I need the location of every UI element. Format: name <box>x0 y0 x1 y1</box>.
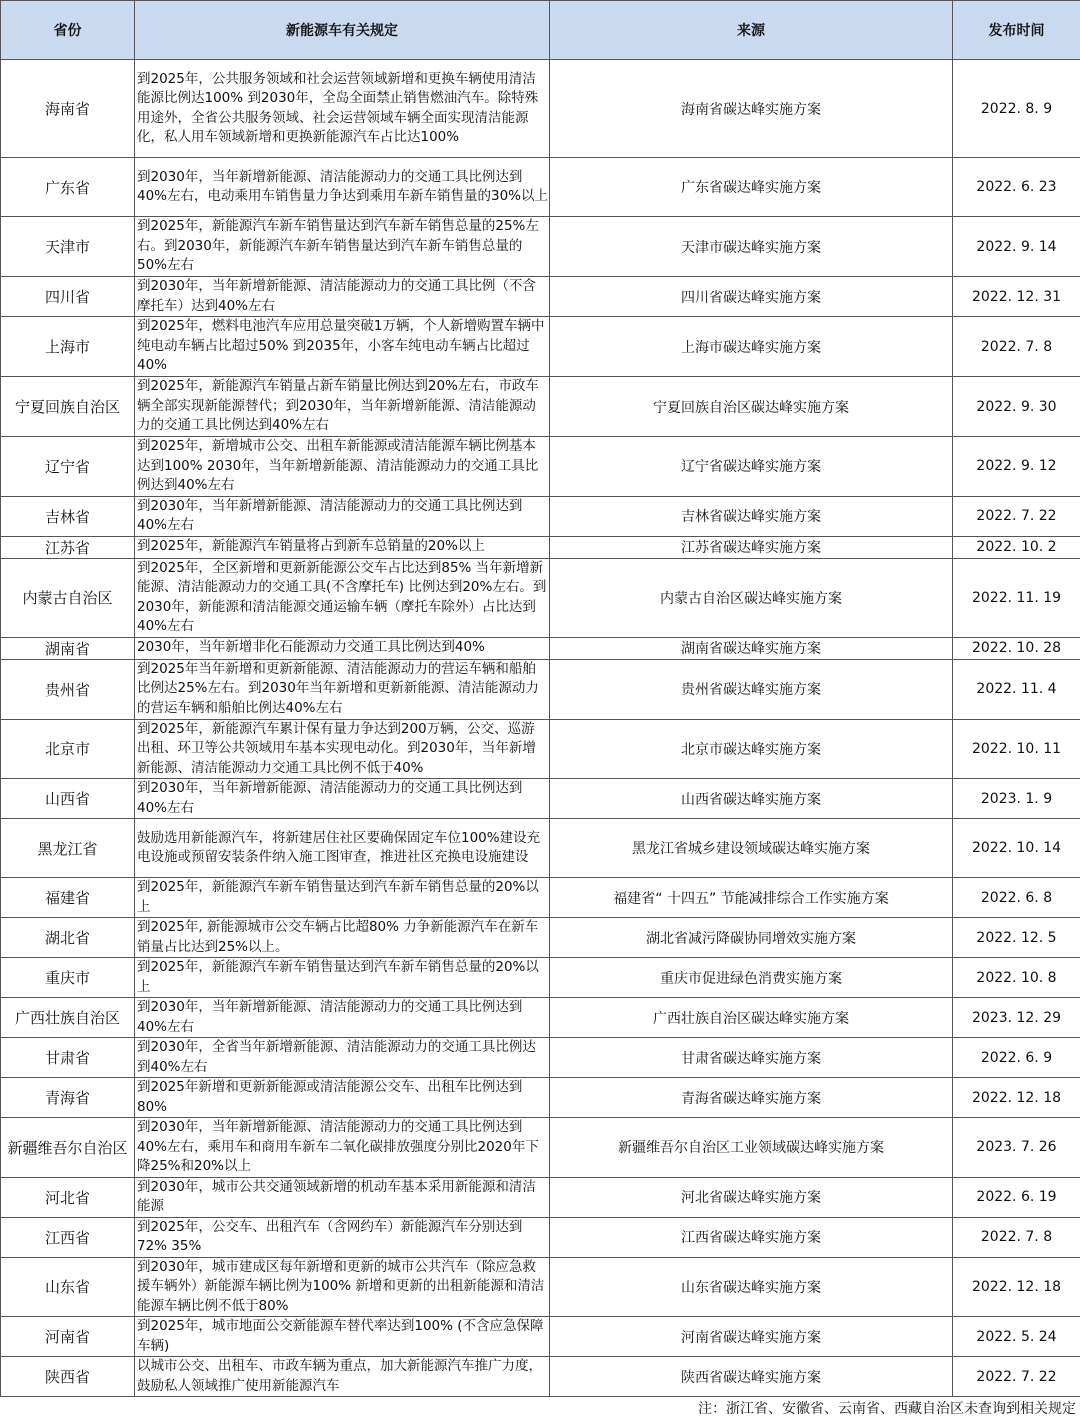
table-row <box>1 496 1080 536</box>
table-row <box>1 637 1080 659</box>
table-row <box>1 317 1080 377</box>
date-cell: 2022. 5. 24 <box>953 1317 1080 1357</box>
province-cell: 重庆市 <box>1 958 135 998</box>
source-cell: 河北省碳达峰实施方案 <box>550 1177 953 1217</box>
table-row <box>1 1038 1080 1078</box>
date-cell: 2022. 12. 18 <box>953 1257 1080 1317</box>
table-row <box>1 60 1080 158</box>
source-cell: 福建省“ 十四五” 节能减排综合工作实施方案 <box>550 878 953 918</box>
rule-cell: 到2030年，全省当年新增新能源、清洁能源动力的交通工具比例达到40%左右 <box>135 1038 550 1078</box>
province-cell: 黑龙江省 <box>1 819 135 878</box>
province-cell: 山东省 <box>1 1257 135 1317</box>
source-cell: 海南省碳达峰实施方案 <box>550 60 953 158</box>
table-row <box>1 437 1080 497</box>
rule-cell: 到2025年，新能源汽车新车销售量达到汽车新车销售总量的20%以上 <box>135 958 550 998</box>
table-row <box>1 779 1080 819</box>
rule-cell: 到2030年，城市公共交通领域新增的机动车基本采用新能源和清洁能源 <box>135 1177 550 1217</box>
province-cell: 宁夏回族自治区 <box>1 377 135 437</box>
header-province: 省份 <box>1 1 135 60</box>
rule-cell: 到2030年，当年新增新能源、清洁能源动力的交通工具比例达到40%左右，乘用车和商用车新车二氧化碳排放强度分别比2020年下降25%和20%以上 <box>135 1118 550 1178</box>
source-cell: 辽宁省碳达峰实施方案 <box>550 437 953 497</box>
province-cell: 天津市 <box>1 217 135 277</box>
date-cell: 2022. 10. 11 <box>953 719 1080 779</box>
source-cell: 江苏省碳达峰实施方案 <box>550 536 953 558</box>
rule-cell: 以城市公交、出租车、市政车辆为重点，加大新能源汽车推广力度，鼓励私人领域推广使用新能源汽车 <box>135 1357 550 1397</box>
province-cell: 广西壮族自治区 <box>1 998 135 1038</box>
header-source: 来源 <box>550 1 953 60</box>
table-row <box>1 277 1080 317</box>
province-cell: 湖北省 <box>1 918 135 958</box>
rule-cell: 到2025年，公交车、出租汽车（含网约车）新能源汽车分别达到72% 35% <box>135 1217 550 1257</box>
date-cell: 2022. 7. 22 <box>953 496 1080 536</box>
date-cell: 2022. 6. 19 <box>953 1177 1080 1217</box>
date-cell: 2022. 12. 31 <box>953 277 1080 317</box>
rule-cell: 到2025年，新增城市公交、出租车新能源或清洁能源车辆比例基本达到100% 2030年，当年新增新能源、清洁能源动力的交通工具比例达到40%左右 <box>135 437 550 497</box>
province-cell: 福建省 <box>1 878 135 918</box>
date-cell: 2022. 7. 22 <box>953 1357 1080 1397</box>
date-cell: 2022. 9. 30 <box>953 377 1080 437</box>
date-cell: 2023. 7. 26 <box>953 1118 1080 1178</box>
date-cell: 2022. 10. 8 <box>953 958 1080 998</box>
table-row <box>1 1217 1080 1257</box>
province-cell: 山西省 <box>1 779 135 819</box>
rule-cell: 到2025年，新能源汽车新车销售量达到汽车新车销售总量的20%以上 <box>135 878 550 918</box>
rule-cell: 鼓励选用新能源汽车，将新建居住社区要确保固定车位100%建设充电设施或预留安装条件纳入施工图审查，推进社区充换电设施建设 <box>135 819 550 878</box>
rule-cell: 到2025年，新能源汽车累计保有量力争达到200万辆，公交、巡游出租、环卫等公共领域用车基本实现电动化。到2030年，当年新增新能源、清洁能源动力交通工具比例不低于40% <box>135 719 550 779</box>
rule-cell: 到2025年，全区新增和更新新能源公交车占比达到85% 当年新增新能源、清洁能源动力的交通工具(不含摩托车) 比例达到20%左右。到2030年，新能源和清洁能源交通运输车辆（摩托车除外）占比达到40%左右 <box>135 558 550 637</box>
rule-cell: 到2025年，新能源汽车新车销售量达到汽车新车销售总量的25%左右。到2030年，新能源汽车新车销售量达到汽车新车销售总量的50%左右 <box>135 217 550 277</box>
source-cell: 北京市碳达峰实施方案 <box>550 719 953 779</box>
table-row <box>1 918 1080 958</box>
table-row <box>1 1118 1080 1178</box>
source-cell: 湖南省碳达峰实施方案 <box>550 637 953 659</box>
rule-cell: 到2025年，城市地面公交新能源车替代率达到100% (不含应急保障车辆) <box>135 1317 550 1357</box>
date-cell: 2022. 10. 14 <box>953 819 1080 878</box>
rule-cell: 到2025年，燃料电池汽车应用总量突破1万辆，个人新增购置车辆中纯电动车辆占比超过50% 到2035年，小客车纯电动车辆占比超过40% <box>135 317 550 377</box>
province-cell: 海南省 <box>1 60 135 158</box>
footnote: 注：浙江省、安徽省、云南省、西藏自治区未查询到相关规定 <box>698 1401 1076 1417</box>
date-cell: 2022. 11. 19 <box>953 558 1080 637</box>
table-row <box>1 377 1080 437</box>
province-cell: 四川省 <box>1 277 135 317</box>
source-cell: 甘肃省碳达峰实施方案 <box>550 1038 953 1078</box>
source-cell: 黑龙江省城乡建设领域碳达峰实施方案 <box>550 819 953 878</box>
province-cell: 辽宁省 <box>1 437 135 497</box>
source-cell: 吉林省碳达峰实施方案 <box>550 496 953 536</box>
province-cell: 吉林省 <box>1 496 135 536</box>
table-row <box>1 878 1080 918</box>
date-cell: 2023. 1. 9 <box>953 779 1080 819</box>
source-cell: 青海省碳达峰实施方案 <box>550 1078 953 1118</box>
date-cell: 2022. 12. 5 <box>953 918 1080 958</box>
province-cell: 上海市 <box>1 317 135 377</box>
rule-cell: 到2030年，当年新增新能源、清洁能源动力的交通工具比例达到40%左右，电动乘用车销售量力争达到乘用车新车销售量的30%以上 <box>135 158 550 217</box>
table-row <box>1 958 1080 998</box>
rule-cell: 到2030年，当年新增新能源、清洁能源动力的交通工具比例达到40%左右 <box>135 496 550 536</box>
source-cell: 四川省碳达峰实施方案 <box>550 277 953 317</box>
source-cell: 山东省碳达峰实施方案 <box>550 1257 953 1317</box>
date-cell: 2022. 6. 9 <box>953 1038 1080 1078</box>
province-cell: 北京市 <box>1 719 135 779</box>
header-rule: 新能源车有关规定 <box>135 1 550 60</box>
province-cell: 广东省 <box>1 158 135 217</box>
source-cell: 陕西省碳达峰实施方案 <box>550 1357 953 1397</box>
header-date: 发布时间 <box>953 1 1080 60</box>
source-cell: 贵州省碳达峰实施方案 <box>550 659 953 719</box>
source-cell: 山西省碳达峰实施方案 <box>550 779 953 819</box>
province-cell: 江西省 <box>1 1217 135 1257</box>
province-cell: 河北省 <box>1 1177 135 1217</box>
date-cell: 2022. 7. 8 <box>953 317 1080 377</box>
source-cell: 天津市碳达峰实施方案 <box>550 217 953 277</box>
rule-cell: 到2025年新增和更新新能源或清洁能源公交车、出租车比例达到80% <box>135 1078 550 1118</box>
source-cell: 河南省碳达峰实施方案 <box>550 1317 953 1357</box>
province-cell: 河南省 <box>1 1317 135 1357</box>
province-cell: 新疆维吾尔自治区 <box>1 1118 135 1178</box>
header-row <box>1 1 1080 60</box>
source-cell: 广东省碳达峰实施方案 <box>550 158 953 217</box>
source-cell: 江西省碳达峰实施方案 <box>550 1217 953 1257</box>
table-row <box>1 659 1080 719</box>
table-row <box>1 558 1080 637</box>
rule-cell: 到2025年，新能源汽车销量占新车销量比例达到20%左右，市政车辆全部实现新能源替代；到2030年，当年新增新能源、清洁能源动力的交通工具比例达到40%左右 <box>135 377 550 437</box>
rule-cell: 到2030年，当年新增新能源、清洁能源动力的交通工具比例（不含摩托车）达到40%左右 <box>135 277 550 317</box>
date-cell: 2022. 9. 14 <box>953 217 1080 277</box>
rule-cell: 到2025年当年新增和更新新能源、清洁能源动力的营运车辆和船舶比例达25%左右。到2030年当年新增和更新新能源、清洁能源动力的营运车辆和船舶比例达40%左右 <box>135 659 550 719</box>
province-cell: 江苏省 <box>1 536 135 558</box>
date-cell: 2023. 12. 29 <box>953 998 1080 1038</box>
date-cell: 2022. 9. 12 <box>953 437 1080 497</box>
source-cell: 内蒙古自治区碳达峰实施方案 <box>550 558 953 637</box>
table-row <box>1 1078 1080 1118</box>
date-cell: 2022. 12. 18 <box>953 1078 1080 1118</box>
rule-cell: 到2025年, 新能源城市公交车辆占比超80% 力争新能源汽车在新车销量占比达到25%以上。 <box>135 918 550 958</box>
source-cell: 上海市碳达峰实施方案 <box>550 317 953 377</box>
table-row <box>1 536 1080 558</box>
date-cell: 2022. 6. 23 <box>953 158 1080 217</box>
rule-cell: 到2025年，公共服务领域和社会运营领域新增和更换车辆使用清洁能源比例达100% 到2030年，全岛全面禁止销售燃油汽车。除特殊用途外，全省公共服务领域、社会运营领域车辆全面实现清洁能源化，私人用车领域新增和更换新能源汽车占比达100% <box>135 60 550 158</box>
rule-cell: 到2030年，当年新增新能源、清洁能源动力的交通工具比例达到40%左右 <box>135 779 550 819</box>
rule-cell: 到2030年，城市建成区每年新增和更新的城市公共汽车（除应急救援车辆外）新能源车辆比例为100% 新增和更新的出租新能源和清洁能源车辆比例不低于80% <box>135 1257 550 1317</box>
table-row <box>1 217 1080 277</box>
source-cell: 新疆维吾尔自治区工业领域碳达峰实施方案 <box>550 1118 953 1178</box>
date-cell: 2022. 6. 8 <box>953 878 1080 918</box>
rule-cell: 到2025年，新能源汽车销量将占到新车总销量的20%以上 <box>135 536 550 558</box>
source-cell: 宁夏回族自治区碳达峰实施方案 <box>550 377 953 437</box>
province-cell: 甘肃省 <box>1 1038 135 1078</box>
rule-cell: 2030年，当年新增非化石能源动力交通工具比例达到40% <box>135 637 550 659</box>
date-cell: 2022. 10. 2 <box>953 536 1080 558</box>
table-row <box>1 998 1080 1038</box>
table-row <box>1 719 1080 779</box>
date-cell: 2022. 10. 28 <box>953 637 1080 659</box>
date-cell: 2022. 11. 4 <box>953 659 1080 719</box>
table-row <box>1 1257 1080 1317</box>
province-cell: 贵州省 <box>1 659 135 719</box>
province-cell: 湖南省 <box>1 637 135 659</box>
source-cell: 湖北省减污降碳协同增效实施方案 <box>550 918 953 958</box>
date-cell: 2022. 8. 9 <box>953 60 1080 158</box>
table-body <box>1 60 1080 1397</box>
table-row <box>1 1177 1080 1217</box>
date-cell: 2022. 7. 8 <box>953 1217 1080 1257</box>
province-cell: 陕西省 <box>1 1357 135 1397</box>
rule-cell: 到2030年，当年新增新能源、清洁能源动力的交通工具比例达到40%左右 <box>135 998 550 1038</box>
source-cell: 广西壮族自治区碳达峰实施方案 <box>550 998 953 1038</box>
province-cell: 内蒙古自治区 <box>1 558 135 637</box>
table-row <box>1 1317 1080 1357</box>
table-row <box>1 819 1080 878</box>
table-row <box>1 158 1080 217</box>
province-cell: 青海省 <box>1 1078 135 1118</box>
source-cell: 重庆市促进绿色消费实施方案 <box>550 958 953 998</box>
